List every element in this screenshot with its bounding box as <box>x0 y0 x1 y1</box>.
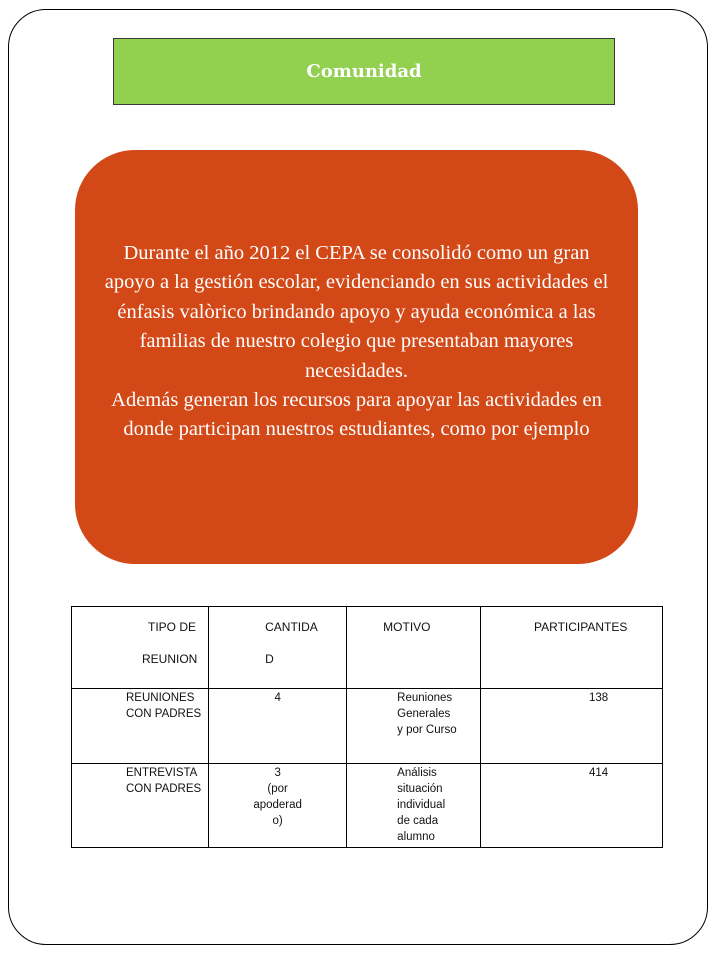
header-motivo-label: MOTIVO <box>383 620 431 634</box>
cell-line: (por <box>267 783 288 795</box>
header-motivo <box>347 607 481 689</box>
cell-line: o) <box>272 815 283 827</box>
table-row <box>72 689 663 764</box>
header-tipo <box>72 607 209 689</box>
header-participantes-label: PARTICIPANTES <box>534 620 628 634</box>
cell-line: apoderad <box>253 799 302 811</box>
cell-cantidad <box>209 689 347 764</box>
cell-line: CON PADRES <box>126 708 202 720</box>
cell-line: alumno <box>397 831 435 843</box>
cell-line: ENTREVISTA <box>126 767 198 779</box>
cell-line: Reuniones <box>397 692 453 704</box>
page-title: Comunidad <box>306 61 422 82</box>
header-cantidad-line2: D <box>265 652 274 666</box>
table-header-row <box>72 607 663 689</box>
cell-motivo <box>347 764 481 848</box>
header-cantidad-line1: CANTIDA <box>265 620 318 634</box>
cell-motivo <box>347 689 481 764</box>
header-participantes <box>481 607 663 689</box>
text-box <box>75 150 638 564</box>
cell-line: 4 <box>274 692 281 704</box>
header-tipo-line1: TIPO DE <box>148 620 197 634</box>
cell-participantes: 138 <box>481 689 663 764</box>
cell-line: REUNIONES <box>126 692 195 704</box>
title-banner <box>113 38 615 105</box>
header-cantidad <box>209 607 347 689</box>
paragraph-1: Durante el año 2012 el CEPA se consolidó como un gran apoyo a la gestión escolar, evidenciando en sus actividades el énfasis valòrico brindando apoyo y ayuda económica a las familias de nuestro colegio que presentaban mayores necesidades. <box>104 242 609 382</box>
header-tipo-line2: REUNION <box>142 652 198 666</box>
cell-line: de cada <box>397 815 439 827</box>
cell-line: CON PADRES <box>126 783 202 795</box>
cell-tipo <box>72 689 209 764</box>
cell-line: individual <box>397 799 446 811</box>
paragraph-2: Además generan los recursos para apoyar las actividades en donde participan nuestros estudiantes, como por ejemplo <box>111 389 602 441</box>
meetings-table <box>71 606 663 848</box>
cell-line: 3 <box>274 767 281 779</box>
cell-line: y por Curso <box>397 724 457 736</box>
cell-line: Análisis <box>397 767 437 779</box>
cell-line: situación <box>397 783 443 795</box>
table-row <box>72 764 663 848</box>
cell-line: Generales <box>397 708 451 720</box>
cell-tipo <box>72 764 209 848</box>
cell-cantidad <box>209 764 347 848</box>
cell-participantes: 414 <box>481 764 663 848</box>
